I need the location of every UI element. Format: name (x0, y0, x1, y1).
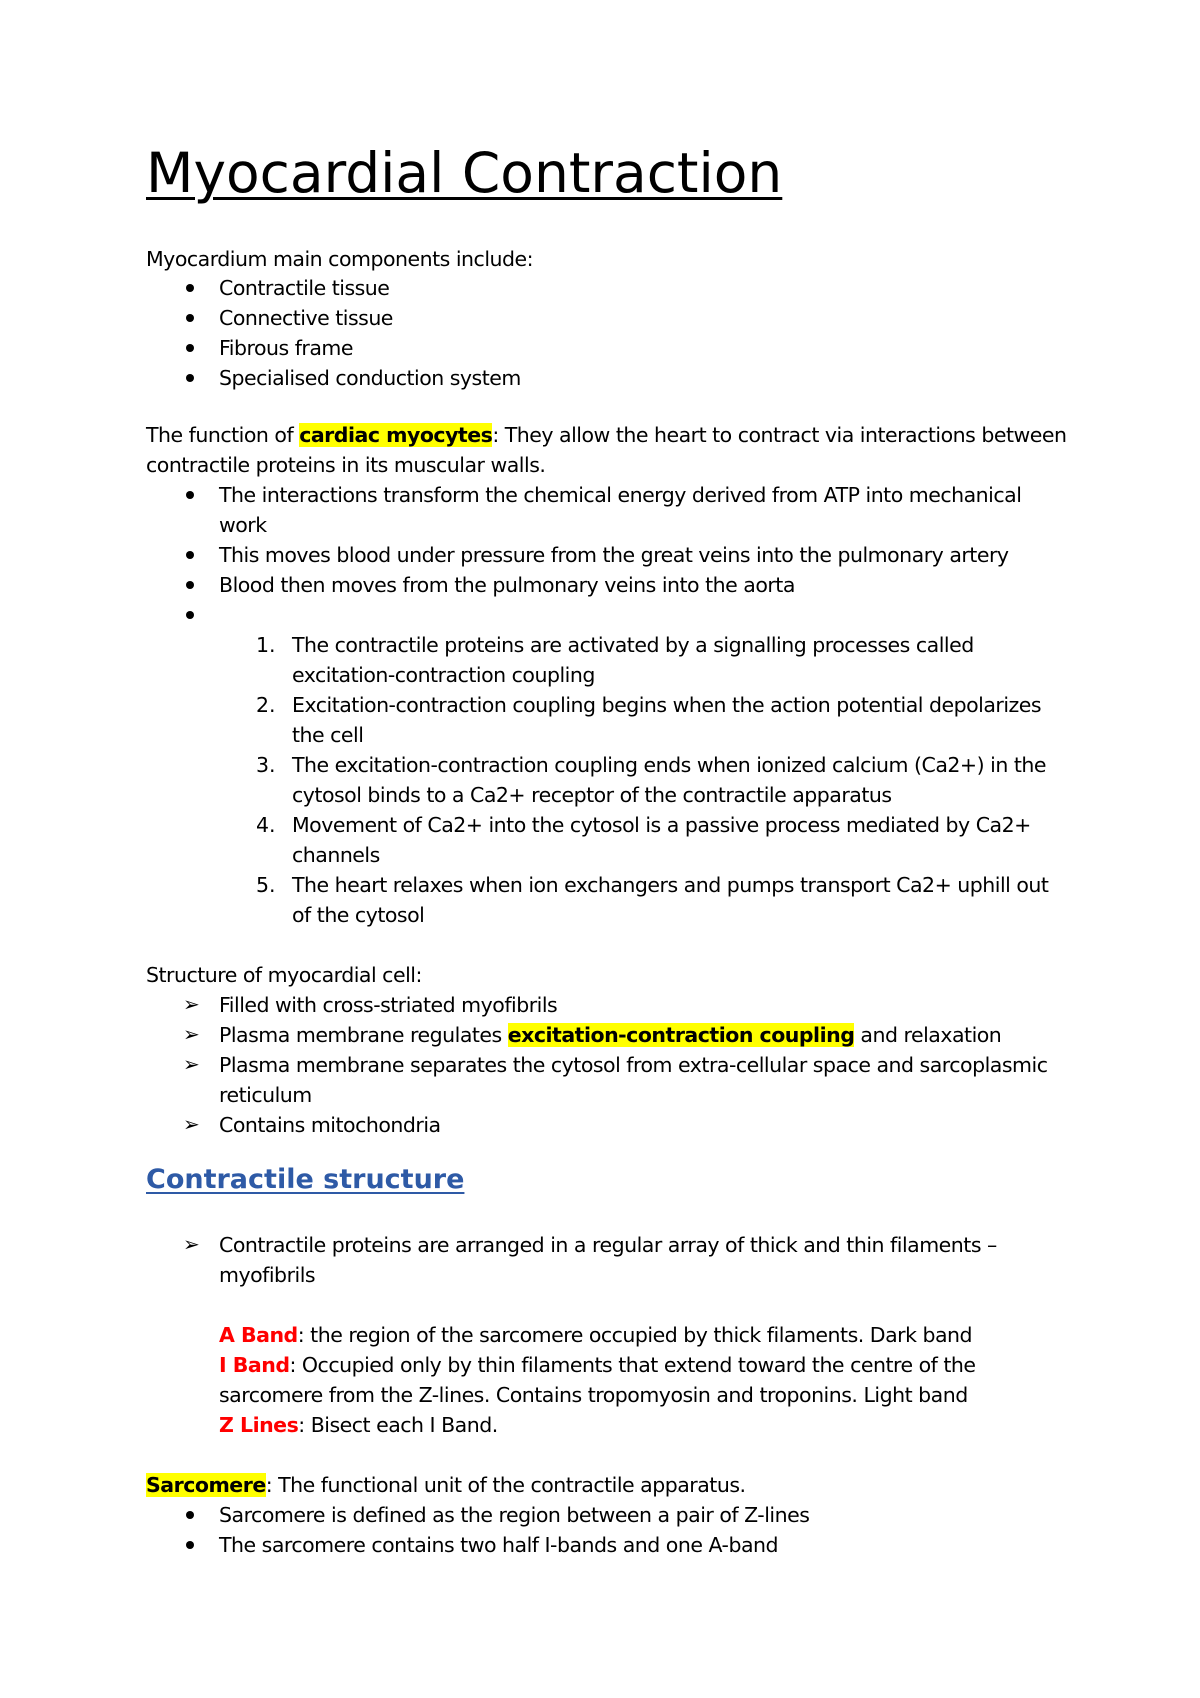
numbered-item-continuation: excitation-contraction coupling (292, 663, 595, 687)
i-band-text: : Occupied only by thin filaments that extend toward the centre of the (289, 1353, 976, 1377)
list-item: This moves blood under pressure from the great veins into the pulmonary artery (219, 543, 1009, 567)
list-number: 5. (256, 873, 276, 897)
list-item: Contractile proteins are arranged in a regular array of thick and thin filaments – (219, 1233, 997, 1257)
arrow-bullet-icon: ➢ (183, 1052, 200, 1076)
i-band-definition-continuation: sarcomere from the Z-lines. Contains tropomyosin and troponins. Light band (219, 1383, 968, 1407)
bullet-icon (186, 344, 194, 352)
numbered-item-continuation: the cell (292, 723, 364, 747)
z-lines-label: Z Lines (219, 1413, 299, 1437)
numbered-item-continuation: channels (292, 843, 380, 867)
list-number: 3. (256, 753, 276, 777)
bullet-icon (186, 611, 194, 619)
bullet-icon (186, 1541, 194, 1549)
numbered-item: The contractile proteins are activated by a signalling processes called (292, 633, 974, 657)
list-item: Fibrous frame (219, 336, 354, 360)
numbered-item: Movement of Ca2+ into the cytosol is a passive process mediated by Ca2+ (292, 813, 1031, 837)
numbered-item: Excitation-contraction coupling begins when the action potential depolarizes (292, 693, 1042, 717)
list-item (219, 1020, 1001, 1050)
structure-item2-prefix: Plasma membrane regulates (219, 1023, 508, 1047)
structure-lead: Structure of myocardial cell: (146, 963, 422, 987)
structure-item2-suffix: and relaxation (854, 1023, 1002, 1047)
arrow-bullet-icon: ➢ (183, 992, 200, 1016)
bullet-icon (186, 1511, 194, 1519)
i-band-label: I Band (219, 1353, 290, 1377)
list-item: Filled with cross-striated myofibrils (219, 993, 558, 1017)
bullet-icon (186, 581, 194, 589)
a-band-label: A Band (219, 1323, 298, 1347)
list-item: Sarcomere is defined as the region between a pair of Z-lines (219, 1503, 810, 1527)
sarcomere-definition (146, 1470, 746, 1500)
section-heading-contractile-structure: Contractile structure (146, 1164, 465, 1195)
arrow-bullet-icon: ➢ (183, 1022, 200, 1046)
list-item: Blood then moves from the pulmonary veins into the aorta (219, 573, 795, 597)
list-number: 1. (256, 633, 276, 657)
highlight-cardiac-myocytes: cardiac myocytes (299, 423, 493, 447)
bullet-icon (186, 491, 194, 499)
z-lines-definition (219, 1410, 498, 1440)
list-number: 2. (256, 693, 276, 717)
a-band-text: : the region of the sarcomere occupied by thick filaments. Dark band (297, 1323, 973, 1347)
list-item: The sarcomere contains two half I-bands and one A-band (219, 1533, 779, 1557)
list-item-continuation: myofibrils (219, 1263, 316, 1287)
list-number: 4. (256, 813, 276, 837)
i-band-definition (219, 1350, 976, 1380)
list-item: Plasma membrane separates the cytosol from extra-cellular space and sarcoplasmic (219, 1053, 1048, 1077)
list-item-continuation: work (219, 513, 267, 537)
function-prefix: The function of (146, 423, 300, 447)
list-item-continuation: reticulum (219, 1083, 312, 1107)
bullet-icon (186, 551, 194, 559)
bullet-icon (186, 314, 194, 322)
numbered-item-continuation: of the cytosol (292, 903, 425, 927)
list-item: Specialised conduction system (219, 366, 521, 390)
bullet-icon (186, 374, 194, 382)
bullet-icon (186, 284, 194, 292)
list-item: Connective tissue (219, 306, 393, 330)
list-item: Contains mitochondria (219, 1113, 441, 1137)
function-suffix: : They allow the heart to contract via interactions between (492, 423, 1067, 447)
intro-lead: Myocardium main components include: (146, 247, 534, 271)
arrow-bullet-icon: ➢ (183, 1112, 200, 1136)
arrow-bullet-icon: ➢ (183, 1232, 200, 1256)
z-lines-text: : Bisect each I Band. (298, 1413, 498, 1437)
function-paragraph-line2: contractile proteins in its muscular walls. (146, 453, 546, 477)
numbered-item: The heart relaxes when ion exchangers and pumps transport Ca2+ uphill out (292, 873, 1049, 897)
highlight-sarcomere: Sarcomere (146, 1473, 266, 1497)
list-item: The interactions transform the chemical energy derived from ATP into mechanical (219, 483, 1022, 507)
numbered-item: The excitation-contraction coupling ends when ionized calcium (Ca2+) in the (292, 753, 1046, 777)
a-band-definition (219, 1320, 972, 1350)
highlight-excitation-contraction-coupling: excitation-contraction coupling (507, 1023, 855, 1047)
list-item: Contractile tissue (219, 276, 390, 300)
page-title: Myocardial Contraction (146, 141, 783, 205)
numbered-item-continuation: cytosol binds to a Ca2+ receptor of the contractile apparatus (292, 783, 892, 807)
function-paragraph-line1 (146, 420, 1067, 450)
sarcomere-text: : The functional unit of the contractile apparatus. (265, 1473, 746, 1497)
